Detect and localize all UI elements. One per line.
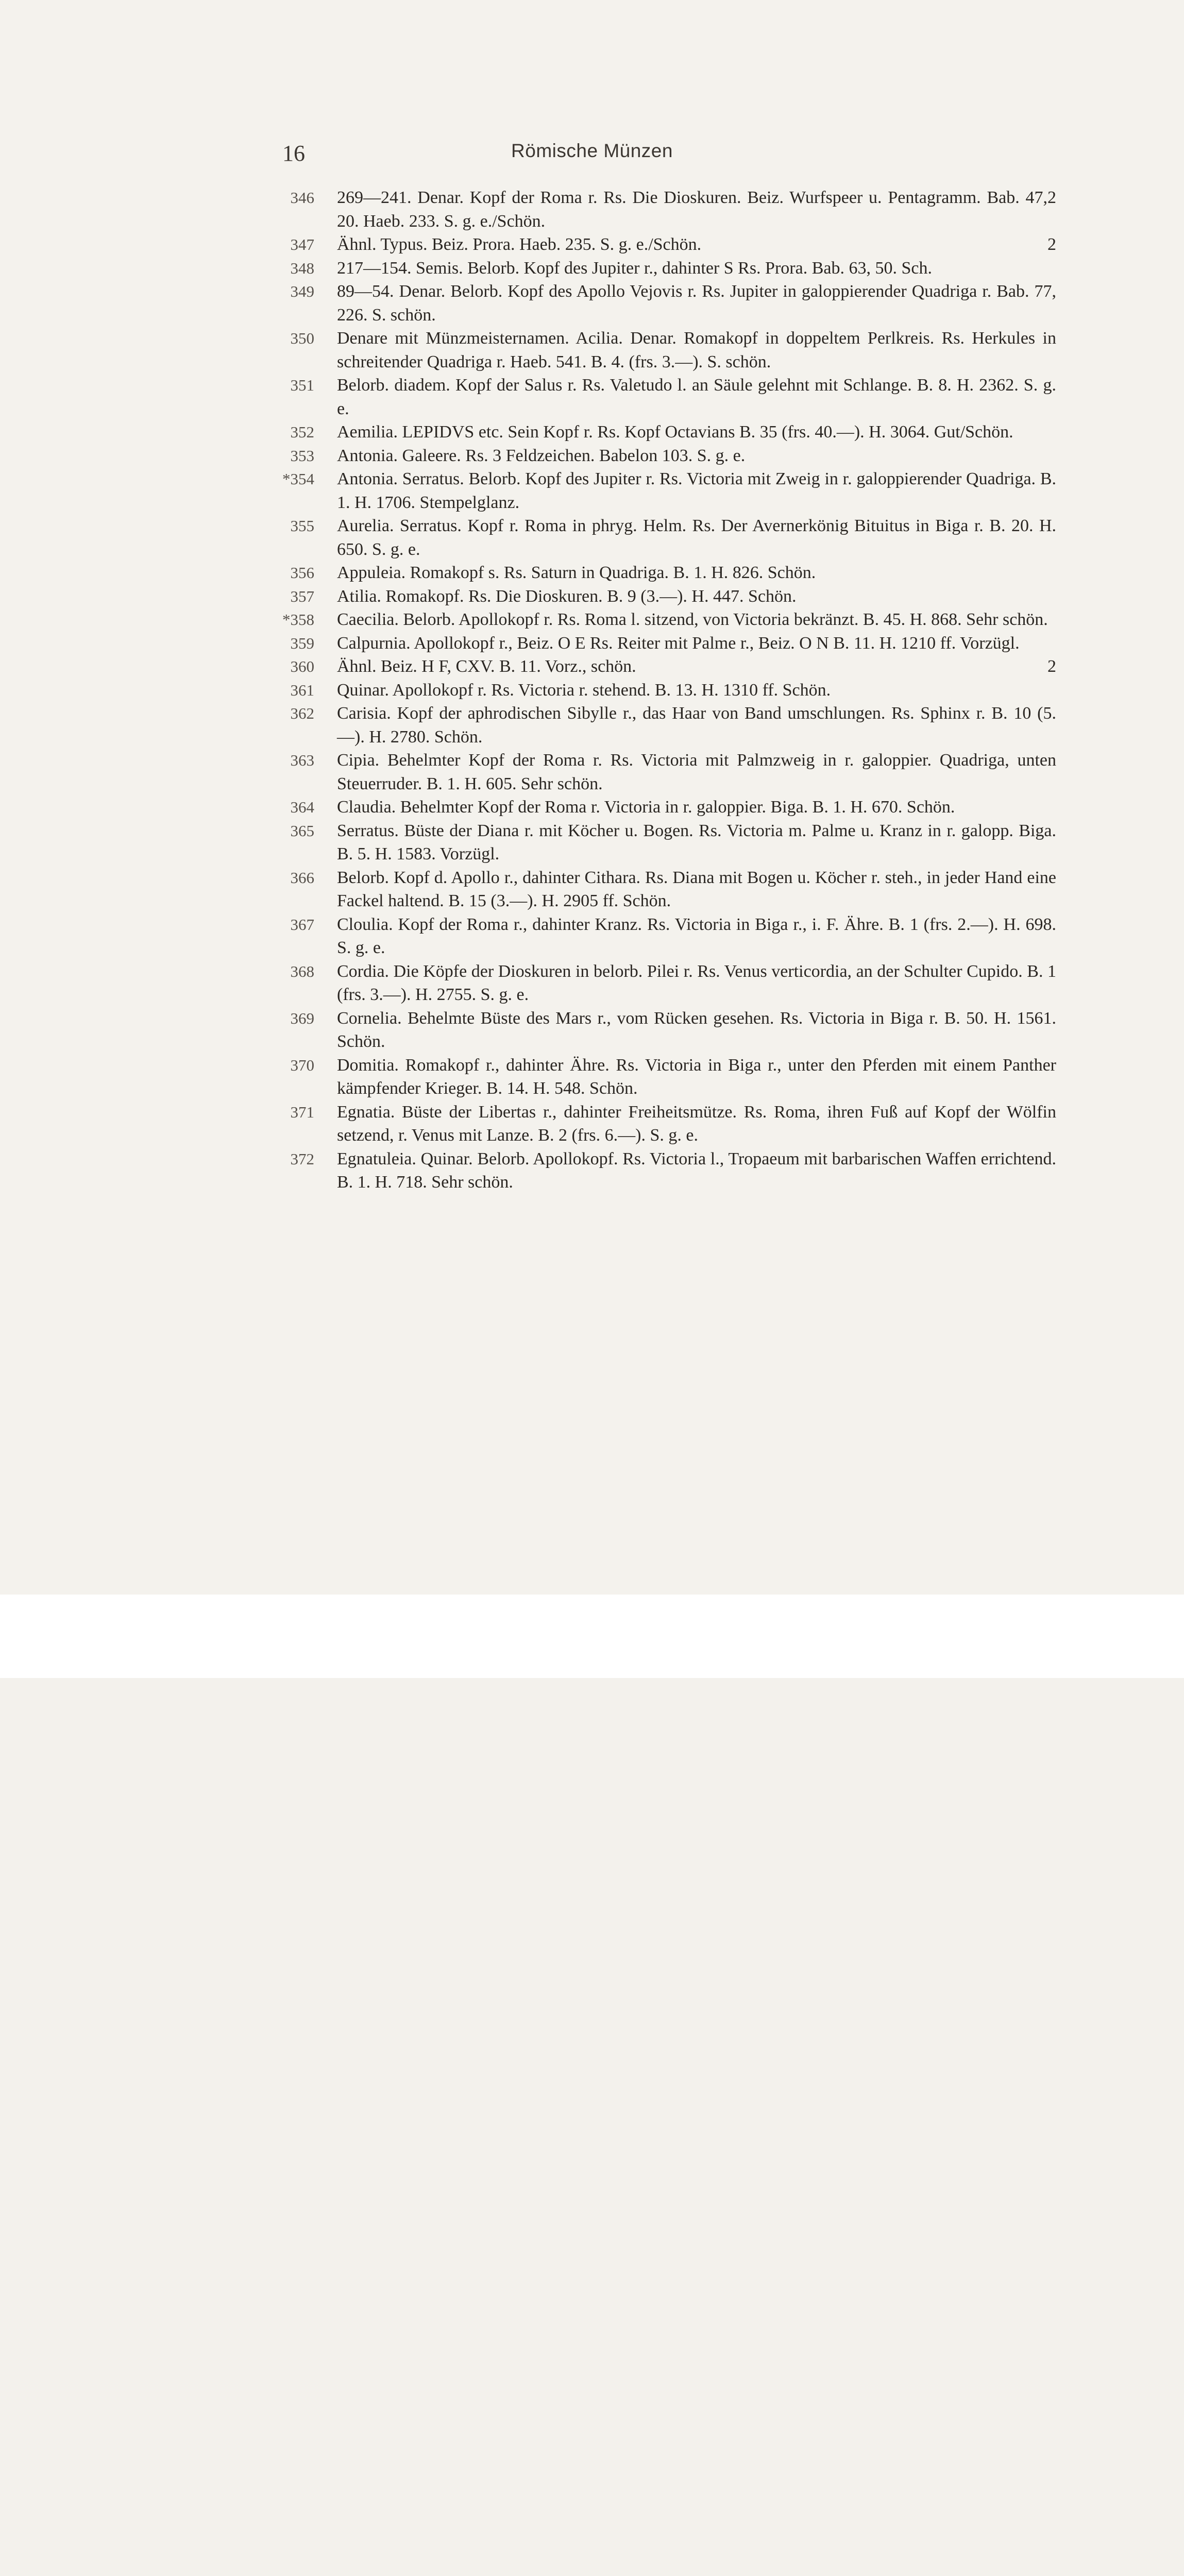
entry-description	[337, 608, 1056, 632]
entry-description	[337, 444, 1056, 468]
catalog-entry	[268, 514, 1056, 561]
catalog-entry	[268, 1147, 1056, 1194]
footer-bar	[0, 1595, 1184, 1678]
entry-text: Cornelia. Behelmte Büste des Mars r., vom Rücken gesehen. Rs. Victoria in Biga r. B. 50. H. 1561. Schön.	[337, 1008, 1056, 1051]
entry-text: Cipia. Behelmter Kopf der Roma r. Rs. Victoria mit Palmzweig in r. galoppier. Quadriga, unten Steuerruder. B. 1. H. 605. Sehr schön.	[337, 751, 1056, 793]
page-title: Römische Münzen	[511, 140, 673, 161]
catalog-entry	[268, 233, 1056, 257]
entry-description	[337, 186, 1056, 233]
entry-description	[337, 960, 1056, 1007]
catalog-entry	[268, 1007, 1056, 1054]
entry-number: 364	[290, 798, 314, 816]
entry-description	[337, 679, 1056, 702]
entry-number: 353	[290, 446, 314, 465]
entry-text: Egnatia. Büste der Libertas r., dahinter Freiheitsmütze. Rs. Roma, ihren Fuß auf Kopf der Wölfin setzend, r. Venus mit Lanze. B. 2 (frs. 6.—). S. g. e.	[337, 1102, 1056, 1145]
entry-text: Ähnl. Typus. Beiz. Prora. Haeb. 235. S. g. e./Schön.	[337, 235, 702, 254]
entry-text: Carisia. Kopf der aphrodischen Sibylle r., das Haar von Band umschlungen. Rs. Sphinx r. B. 10 (5.—). H. 2780. Schön.	[337, 704, 1056, 747]
entry-text: Calpurnia. Apollokopf r., Beiz. O E Rs. Reiter mit Palme r., Beiz. O N B. 11. H. 1210 ff. Vorzügl.	[337, 633, 1020, 653]
entry-number: 359	[290, 634, 314, 652]
entry-number: 368	[290, 962, 314, 980]
catalog-entry	[268, 960, 1056, 1007]
catalog-entry	[268, 561, 1056, 585]
entry-number: 350	[290, 329, 314, 347]
entry-description	[337, 1054, 1056, 1100]
catalog-entry	[268, 655, 1056, 679]
entry-text: 269—241. Denar. Kopf der Roma r. Rs. Die Dioskuren. Beiz. Wurfspeer u. Pentagramm. Bab. 47, 20. Haeb. 233. S. g. e./Schön.	[337, 188, 1047, 231]
entry-number: 361	[290, 681, 314, 699]
entry-number: *354	[282, 470, 314, 488]
entry-number: 366	[290, 868, 314, 887]
catalog-entry	[268, 632, 1056, 655]
catalog-entries	[268, 186, 1056, 1194]
entry-number: 363	[290, 751, 314, 769]
catalog-entry	[268, 1054, 1056, 1100]
entry-number: 352	[290, 423, 314, 441]
entry-description	[337, 866, 1056, 913]
catalog-entry	[268, 327, 1056, 374]
catalog-entry	[268, 1100, 1056, 1147]
entry-text: Quinar. Apollokopf r. Rs. Victoria r. stehend. B. 13. H. 1310 ff. Schön.	[337, 680, 831, 700]
catalog-entry	[268, 608, 1056, 632]
entry-description	[337, 632, 1056, 655]
entry-description	[337, 702, 1056, 749]
entry-text: Aurelia. Serratus. Kopf r. Roma in phryg. Helm. Rs. Der Avernerkönig Bituitus in Biga r. B. 20. H. 650. S. g. e.	[337, 516, 1056, 559]
entry-description	[337, 233, 1056, 257]
catalog-entry	[268, 420, 1056, 444]
entry-text: Cordia. Die Köpfe der Dioskuren in belorb. Pilei r. Rs. Venus verticordia, an der Schulter Cupido. B. 1 (frs. 3.—). H. 2755. S. g. e.	[337, 961, 1056, 1004]
entry-description	[337, 514, 1056, 561]
entry-number: 351	[290, 376, 314, 394]
entry-text: Aemilia. LEPIDVS etc. Sein Kopf r. Rs. Kopf Octavians B. 35 (frs. 40.—). H. 3064. Gut/Schön.	[337, 422, 1013, 442]
catalog-entry	[268, 702, 1056, 749]
entry-number: 367	[290, 915, 314, 934]
catalog-entry	[268, 444, 1056, 468]
catalog-entry	[268, 585, 1056, 608]
catalog-entry	[268, 866, 1056, 913]
entry-text: 89—54. Denar. Belorb. Kopf des Apollo Vejovis r. Rs. Jupiter in galoppierender Quadriga r. Bab. 77, 226. S. schön.	[337, 282, 1056, 325]
entry-text: 217—154. Semis. Belorb. Kopf des Jupiter r., dahinter S Rs. Prora. Bab. 63, 50. Sch.	[337, 258, 932, 278]
catalog-entry	[268, 257, 1056, 280]
entry-description	[337, 749, 1056, 795]
entry-description	[337, 1007, 1056, 1054]
catalog-entry	[268, 679, 1056, 702]
entry-text: Domitia. Romakopf r., dahinter Ähre. Rs. Victoria in Biga r., unter den Pferden mit einem Panther kämpfender Krieger. B. 14. H. 548. Schön.	[337, 1055, 1056, 1098]
entry-text: Serratus. Büste der Diana r. mit Köcher u. Bogen. Rs. Victoria m. Palme u. Kranz in r. galopp. Biga. B. 5. H. 1583. Vorzügl.	[337, 821, 1056, 863]
entry-description	[337, 420, 1056, 444]
entry-text: Ähnl. Beiz. H F, CXV. B. 11. Vorz., schön.	[337, 657, 636, 676]
entry-text: Belorb. Kopf d. Apollo r., dahinter Cithara. Rs. Diana mit Bogen u. Köcher r. steh., in jeder Hand eine Fackel haltend. B. 15 (3.—). H. 2905 ff. Schön.	[337, 868, 1056, 910]
entry-description	[337, 374, 1056, 420]
catalog-entry	[268, 186, 1056, 233]
entry-number: 346	[290, 189, 314, 207]
entry-quantity: 2	[1047, 235, 1056, 254]
entry-description	[337, 913, 1056, 960]
entry-number: 360	[290, 657, 314, 675]
entry-description	[337, 1100, 1056, 1147]
catalog-entry	[268, 819, 1056, 866]
entry-description	[337, 795, 1056, 819]
entry-number: 362	[290, 704, 314, 722]
entry-number: 369	[290, 1009, 314, 1027]
catalog-entry	[268, 795, 1056, 819]
entry-quantity: 2	[1047, 657, 1056, 676]
entry-text: Antonia. Serratus. Belorb. Kopf des Jupiter r. Rs. Victoria mit Zweig in r. galoppierender Quadriga. B. 1. H. 1706. Stempelglanz.	[337, 469, 1056, 512]
catalog-entry	[268, 749, 1056, 795]
entry-description	[337, 280, 1056, 327]
entry-number: 349	[290, 282, 314, 300]
entry-description	[337, 467, 1056, 514]
entry-number: 347	[290, 235, 314, 253]
entry-text: Belorb. diadem. Kopf der Salus r. Rs. Valetudo l. an Säule gelehnt mit Schlange. B. 8. H. 2362. S. g. e.	[337, 376, 1056, 418]
entry-number: 348	[290, 259, 314, 277]
entry-description	[337, 655, 1056, 679]
entry-text: Cloulia. Kopf der Roma r., dahinter Kranz. Rs. Victoria in Biga r., i. F. Ähre. B. 1 (frs. 2.—). H. 698. S. g. e.	[337, 914, 1056, 957]
entry-number: 365	[290, 821, 314, 840]
entry-description	[337, 819, 1056, 866]
entry-description	[337, 327, 1056, 374]
entry-text: Appuleia. Romakopf s. Rs. Saturn in Quadriga. B. 1. H. 826. Schön.	[337, 563, 816, 582]
entry-number: 356	[290, 564, 314, 582]
entry-quantity: 2	[1047, 188, 1056, 207]
catalog-entry	[268, 374, 1056, 420]
entry-text: Antonia. Galeere. Rs. 3 Feldzeichen. Babelon 103. S. g. e.	[337, 446, 746, 465]
catalog-entry	[268, 913, 1056, 960]
entry-text: Denare mit Münzmeisternamen. Acilia. Denar. Romakopf in doppeltem Perlkreis. Rs. Herkules in schreitender Quadriga r. Haeb. 541. B. 4. (frs. 3.—). S. schön.	[337, 329, 1056, 371]
entry-number: 371	[290, 1103, 314, 1121]
entry-number: *358	[282, 611, 314, 629]
catalog-entry	[268, 467, 1056, 514]
entry-description	[337, 585, 1056, 608]
entry-description	[337, 561, 1056, 585]
entry-text: Atilia. Romakopf. Rs. Die Dioskuren. B. 9 (3.—). H. 447. Schön.	[337, 586, 797, 606]
catalog-entry	[268, 280, 1056, 327]
page-number: 16	[282, 141, 305, 166]
entry-text: Egnatuleia. Quinar. Belorb. Apollokopf. Rs. Victoria l., Tropaeum mit barbarischen Waffen errichtend. B. 1. H. 718. Sehr schön.	[337, 1149, 1056, 1192]
entry-text: Caecilia. Belorb. Apollokopf r. Rs. Roma l. sitzend, von Victoria bekränzt. B. 45. H. 868. Sehr schön.	[337, 610, 1048, 629]
entry-number: 357	[290, 587, 314, 605]
entry-description	[337, 1147, 1056, 1194]
entry-number: 370	[290, 1056, 314, 1074]
entry-description	[337, 257, 1056, 280]
entry-text: Claudia. Behelmter Kopf der Roma r. Victoria in r. galoppier. Biga. B. 1. H. 670. Schön.	[337, 798, 955, 817]
entry-number: 355	[290, 517, 314, 535]
entry-number: 372	[290, 1149, 314, 1168]
